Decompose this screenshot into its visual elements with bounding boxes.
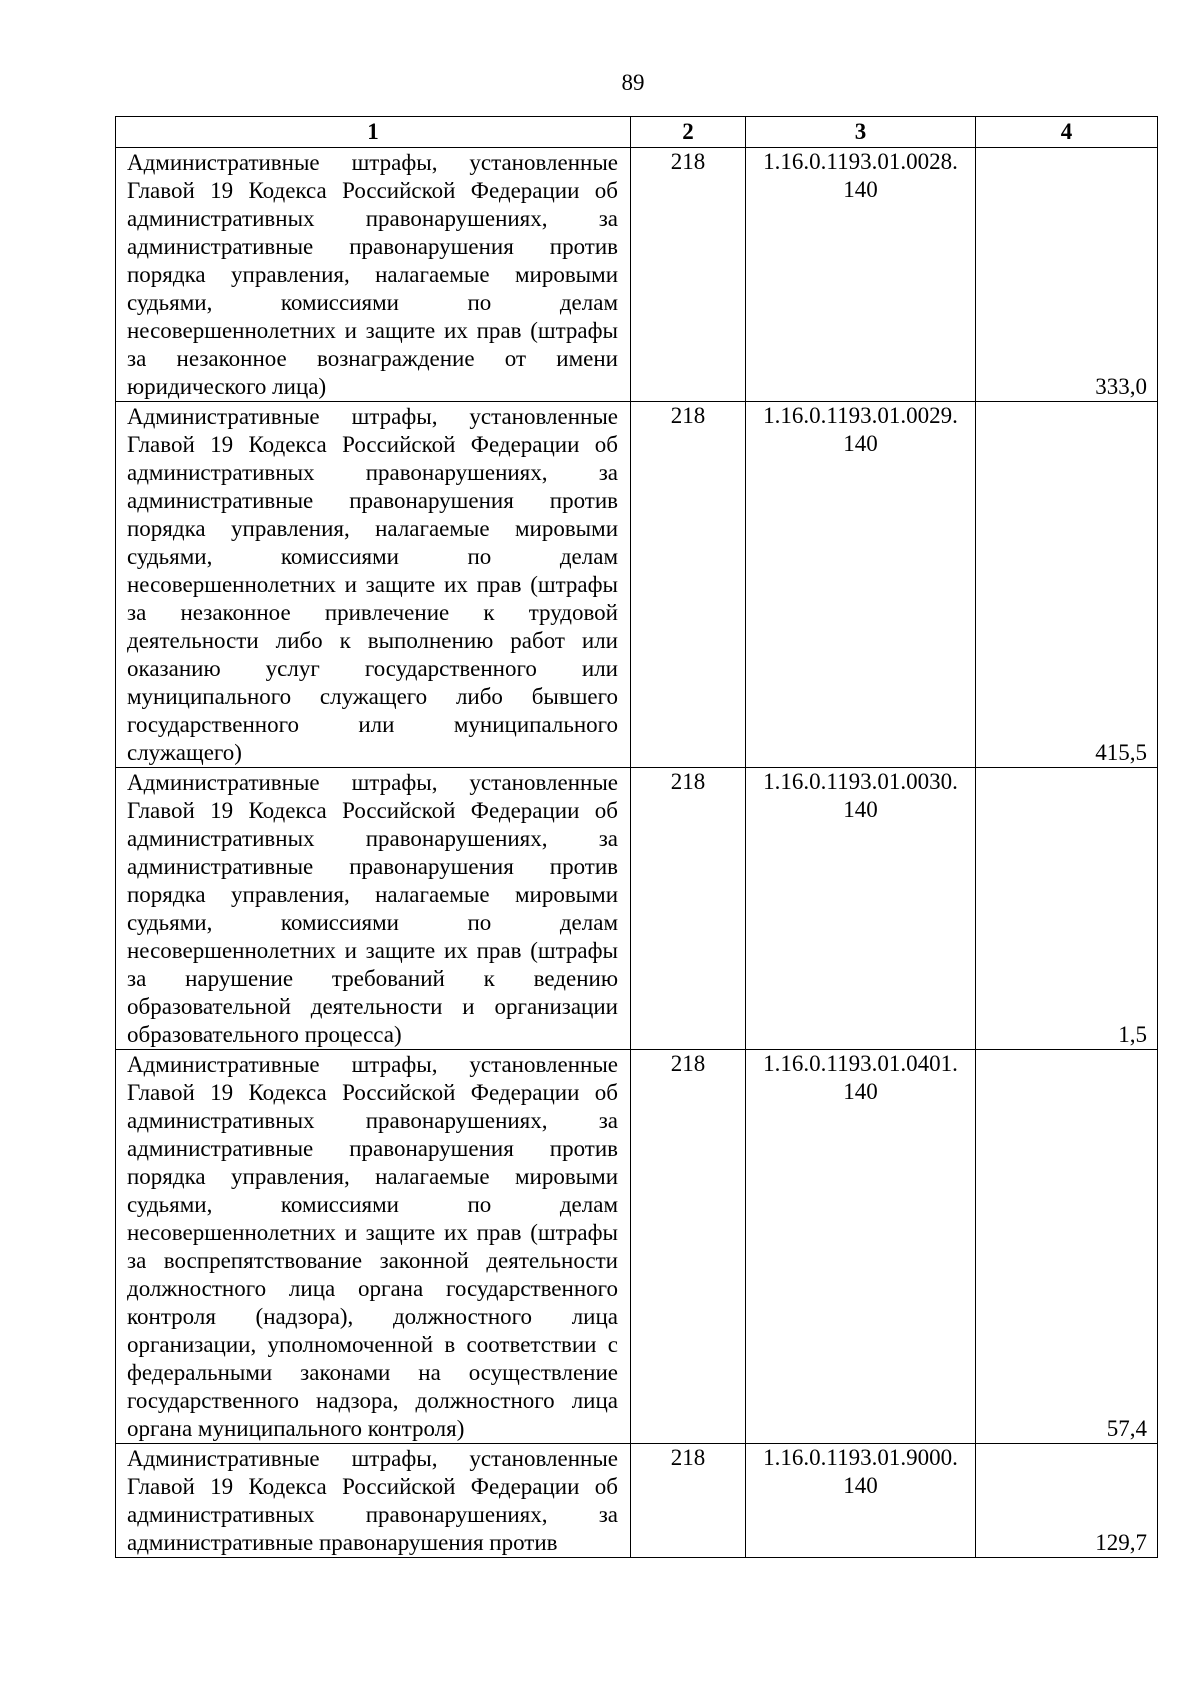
kbk-line-1: 1.16.0.1193.01.0028. — [763, 149, 958, 174]
kbk-line-1: 1.16.0.1193.01.0401. — [763, 1051, 958, 1076]
kbk-cell — [746, 1444, 976, 1558]
table-row — [116, 768, 1158, 1050]
description-cell — [116, 768, 631, 1050]
table-row — [116, 402, 1158, 768]
kbk-line-2: 140 — [843, 1079, 878, 1104]
code-cell: 218 — [631, 768, 746, 1050]
table-header-row — [116, 117, 1158, 148]
kbk-line-2: 140 — [843, 1473, 878, 1498]
revenue-table — [115, 116, 1158, 1558]
description-text: Административные штрафы, установленные Главой 19 Кодекса Российской Федерации об административных правонарушениях, за административные правонарушения против — [127, 1446, 618, 1555]
table-row — [116, 148, 1158, 402]
kbk-cell — [746, 768, 976, 1050]
kbk-line-1: 1.16.0.1193.01.9000. — [763, 1445, 958, 1470]
kbk-cell — [746, 1050, 976, 1444]
code-cell: 218 — [631, 402, 746, 768]
description-cell — [116, 1444, 631, 1558]
amount-cell: 415,5 — [976, 402, 1158, 768]
description-text: Административные штрафы, установленные Главой 19 Кодекса Российской Федерации об административных правонарушениях, за административные правонарушения против порядка управления, налагаемые мировыми судьями, комиссиями по делам несовершеннолетних и защите их прав (штрафы за незаконное вознаграждение от имени юридического лица) — [127, 150, 618, 399]
description-text: Административные штрафы, установленные Главой 19 Кодекса Российской Федерации об административных правонарушениях, за административные правонарушения против порядка управления, налагаемые мировыми судьями, комиссиями по делам несовершеннолетних и защите их прав (штрафы за незаконное привлечение к трудовой деятельности либо к выполнению работ или оказанию услуг государственного или муниципального служащего либо бывшего государственного или муниципального служащего) — [127, 404, 618, 765]
column-header-3: 3 — [746, 117, 976, 148]
description-text: Административные штрафы, установленные Главой 19 Кодекса Российской Федерации об административных правонарушениях, за административные правонарушения против порядка управления, налагаемые мировыми судьями, комиссиями по делам несовершеннолетних и защите их прав (штрафы за воспрепятствование законной деятельности должностного лица органа государственного контроля (надзора), должностного лица организации, уполномоченной в соответствии с федеральными законами на осуществление государственного надзора, должностного лица органа муниципального контроля) — [127, 1052, 618, 1441]
description-text: Административные штрафы, установленные Главой 19 Кодекса Российской Федерации об административных правонарушениях, за административные правонарушения против порядка управления, налагаемые мировыми судьями, комиссиями по делам несовершеннолетних и защите их прав (штрафы за нарушение требований к ведению образовательной деятельности и организации образовательного процесса) — [127, 770, 618, 1047]
kbk-cell — [746, 402, 976, 768]
amount-cell: 57,4 — [976, 1050, 1158, 1444]
description-cell — [116, 148, 631, 402]
column-header-1: 1 — [116, 117, 631, 148]
code-cell: 218 — [631, 1050, 746, 1444]
amount-cell: 1,5 — [976, 768, 1158, 1050]
table-row — [116, 1444, 1158, 1558]
kbk-cell — [746, 148, 976, 402]
page-number: 89 — [621, 70, 645, 95]
description-cell — [116, 402, 631, 768]
kbk-line-2: 140 — [843, 797, 878, 822]
kbk-line-2: 140 — [843, 177, 878, 202]
code-cell: 218 — [631, 148, 746, 402]
kbk-line-1: 1.16.0.1193.01.0030. — [763, 769, 958, 794]
amount-cell: 129,7 — [976, 1444, 1158, 1558]
column-header-4: 4 — [976, 117, 1158, 148]
code-cell: 218 — [631, 1444, 746, 1558]
kbk-line-2: 140 — [843, 431, 878, 456]
table-row — [116, 1050, 1158, 1444]
kbk-line-1: 1.16.0.1193.01.0029. — [763, 403, 958, 428]
column-header-2: 2 — [631, 117, 746, 148]
amount-cell: 333,0 — [976, 148, 1158, 402]
description-cell — [116, 1050, 631, 1444]
